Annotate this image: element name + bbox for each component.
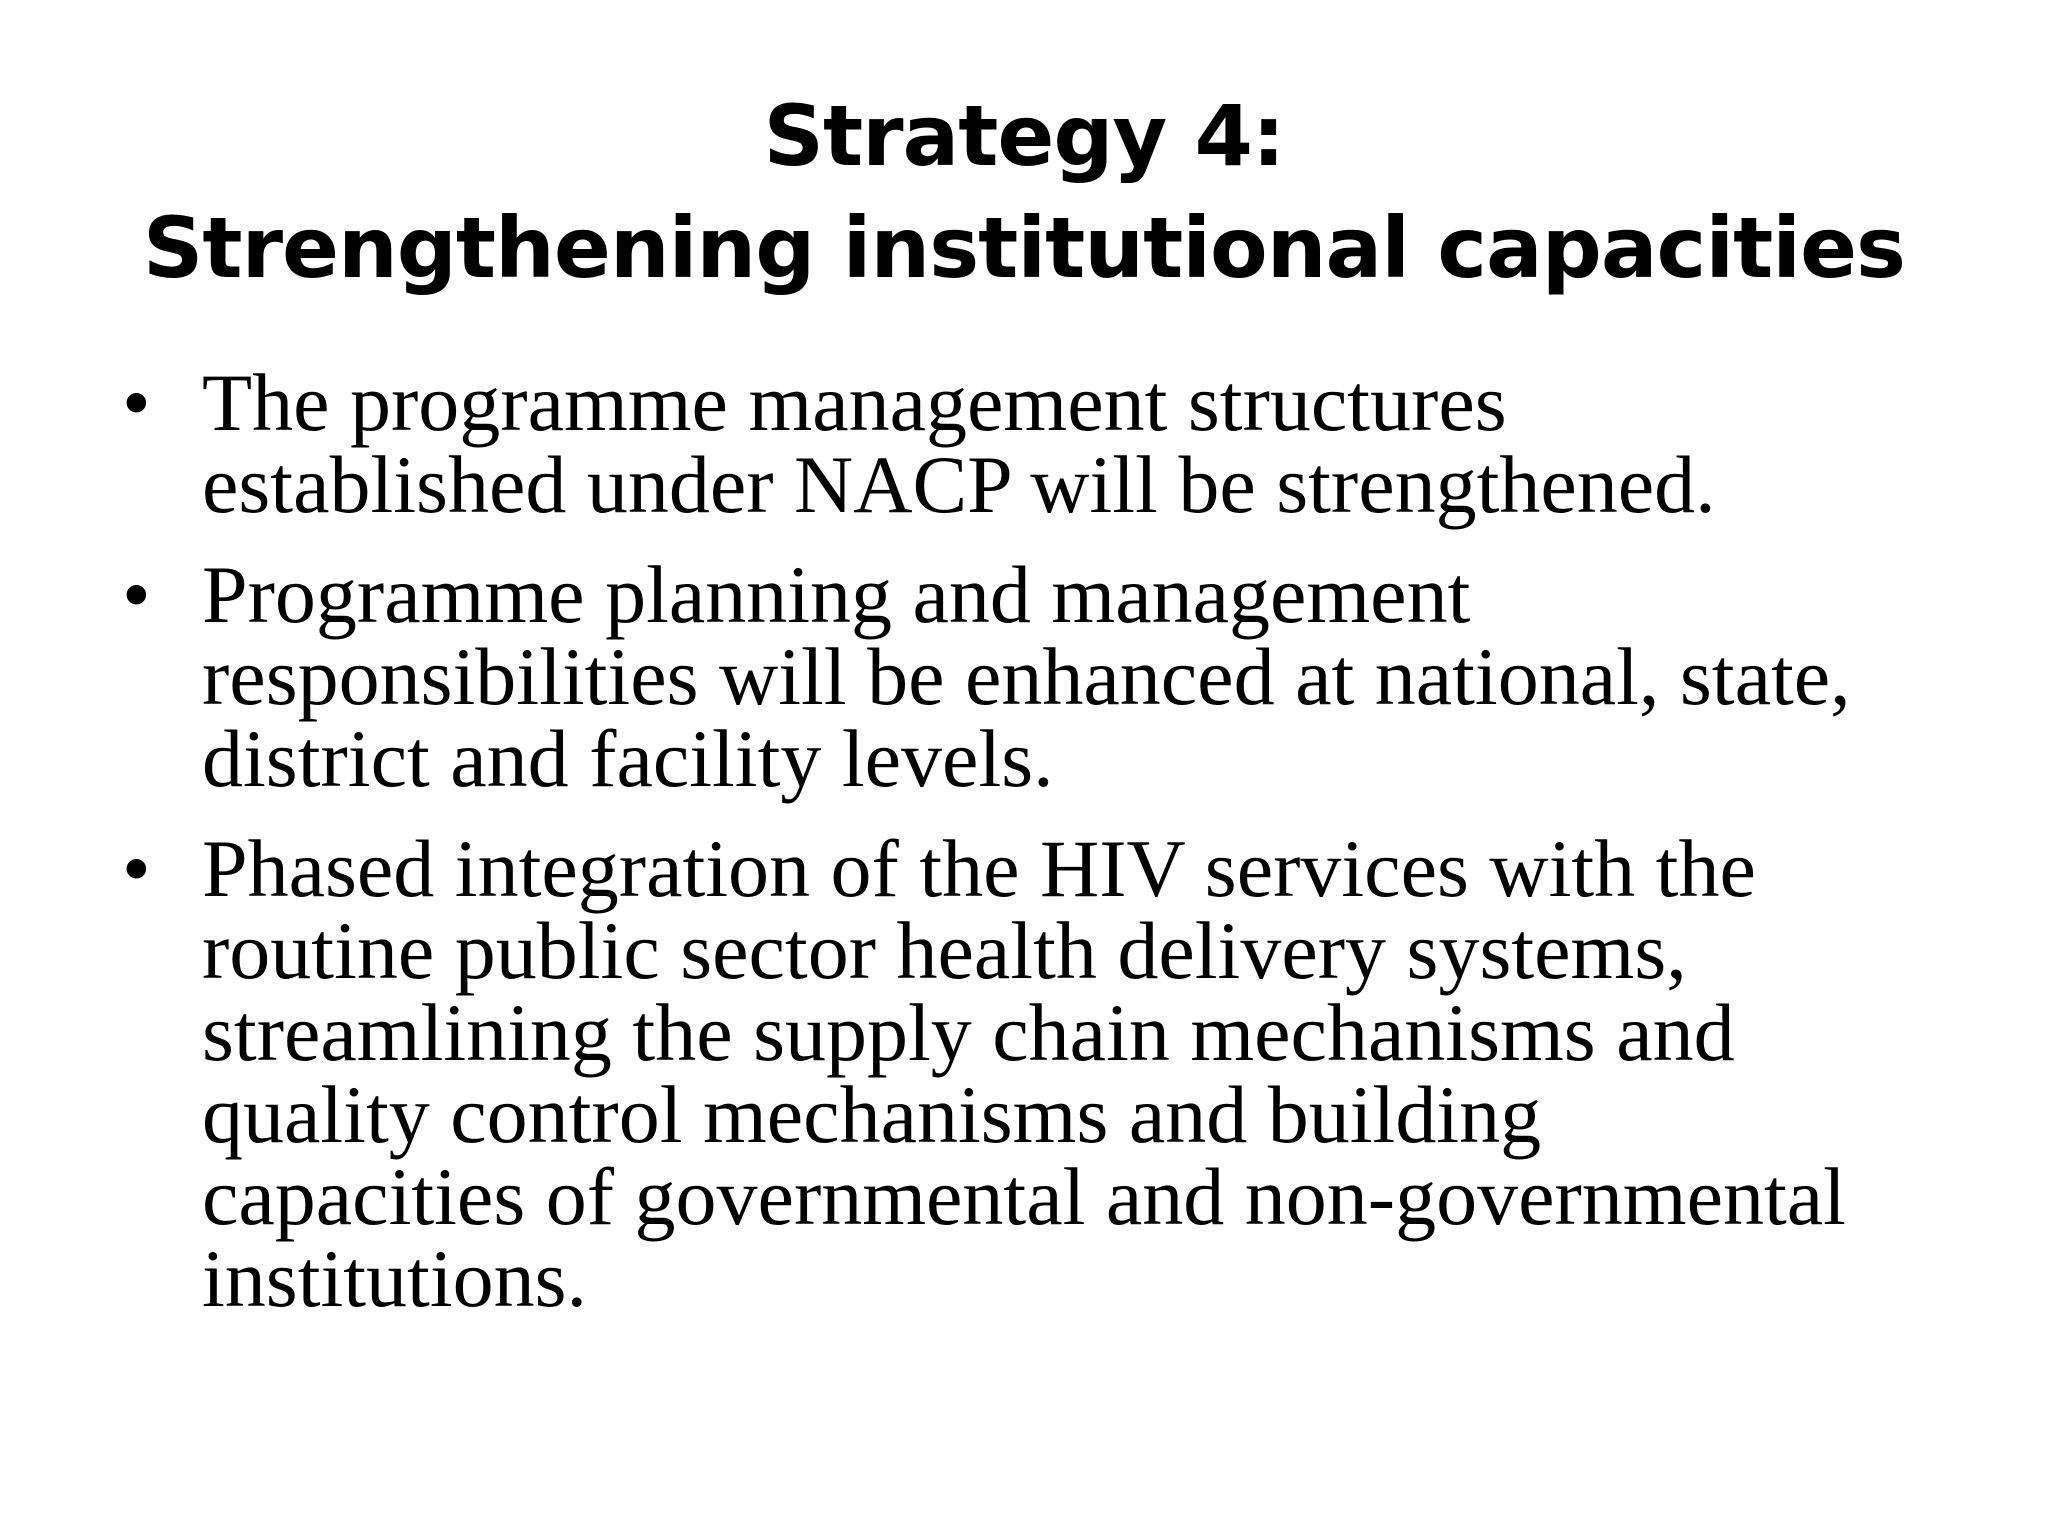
bullet-text-line: institutions. [202, 1233, 588, 1324]
slide-title-line-2: Strengthening institutional capacities [142, 199, 1906, 297]
bullet-text-line: capacities of governmental and non-governmental [202, 1151, 1846, 1242]
bullet-text-line: established under NACP will be strengthened. [202, 439, 1716, 530]
bullet-text-line: district and facility levels. [202, 713, 1054, 804]
bullet-marker-icon: • [122, 357, 151, 448]
bullet-text-line: Programme planning and management [202, 549, 1471, 640]
bullet-list [122, 357, 1942, 1348]
bullet-text-line: routine public sector health delivery systems, [202, 905, 1687, 996]
bullet-marker-icon: • [122, 823, 151, 914]
bullet-text-line: quality control mechanisms and building [202, 1069, 1542, 1160]
bullet-item-2 [122, 549, 1942, 804]
bullet-marker-icon: • [122, 549, 151, 640]
bullet-item-1 [122, 357, 1942, 530]
slide-title-line-1: Strategy 4: [763, 87, 1285, 185]
bullet-text-line: streamlining the supply chain mechanisms and [202, 987, 1735, 1078]
slide-title [0, 80, 2048, 304]
bullet-text-line: Phased integration of the HIV services with the [202, 823, 1756, 914]
bullet-text-line: responsibilities will be enhanced at national, state, [202, 631, 1851, 722]
bullet-item-3 [122, 823, 1942, 1324]
bullet-text-line: The programme management structures [202, 357, 1507, 448]
